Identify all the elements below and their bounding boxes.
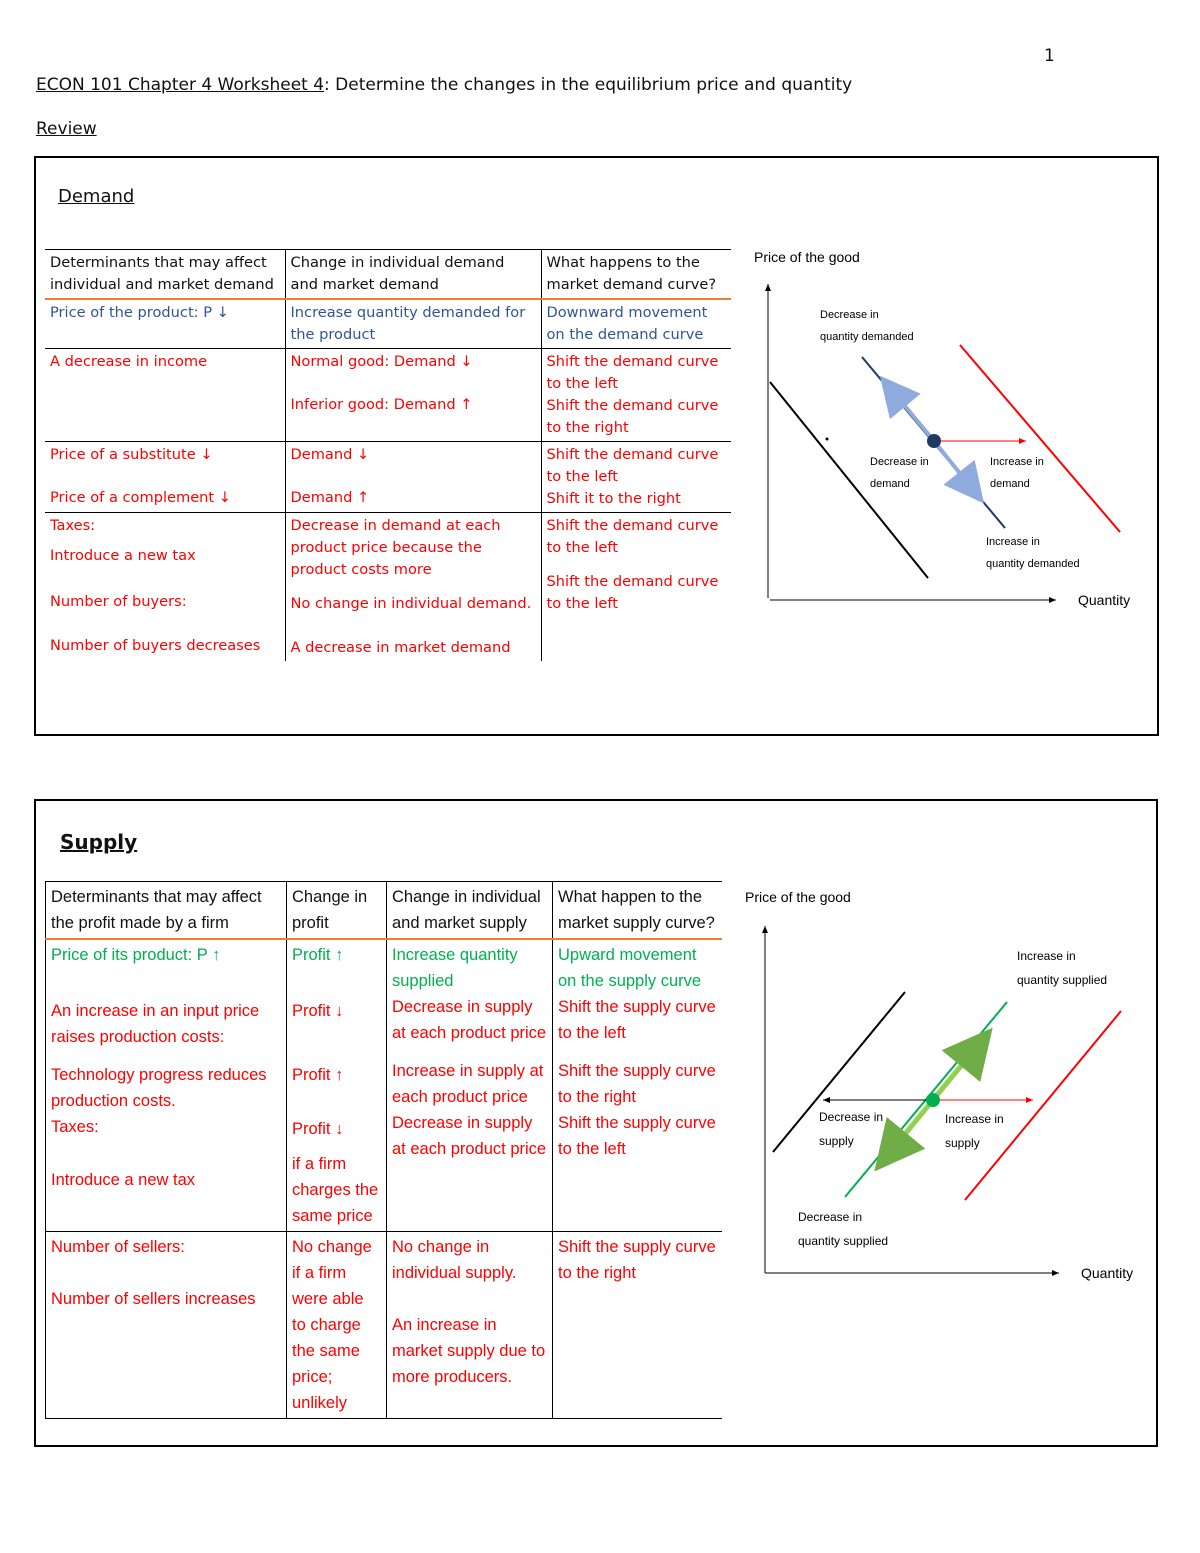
cell-line: An increase in market supply due to more producers. <box>392 1316 546 1386</box>
cell-line: Taxes: <box>51 1118 99 1136</box>
cell-line: Shift the supply curve to the right <box>558 1062 716 1106</box>
graph-label: quantity demanded <box>820 331 914 343</box>
cell-line: if a firm charges the same price <box>292 1155 379 1225</box>
demand-graph <box>740 240 1150 620</box>
graph-label: quantity supplied <box>1017 973 1108 987</box>
cell-line: Introduce a new tax <box>51 1171 196 1189</box>
y-axis-label: Price of the good <box>745 889 851 905</box>
table-row <box>46 939 722 1232</box>
supply-table <box>45 881 722 1419</box>
cell-line: Price of a complement ↓ <box>50 489 232 506</box>
increase-qd-arrow <box>934 441 974 491</box>
cell-line: Shift the demand curve to the right <box>546 397 719 436</box>
cell-line: Price of its product: P ↑ <box>51 946 221 964</box>
cell-line: Profit ↓ <box>292 1120 344 1138</box>
cell-line: Demand ↓ <box>290 446 370 463</box>
cell-line: Shift the demand curve to the left <box>546 517 719 556</box>
cell-line: Introduce a new tax <box>50 547 196 564</box>
cell-line: Technology progress reduces production costs. <box>51 1066 267 1110</box>
table-row <box>45 513 731 662</box>
graph-label: Decrease in <box>870 456 929 468</box>
supply-curve-left <box>773 992 905 1152</box>
table-cell <box>45 349 285 442</box>
table-cell <box>541 349 731 442</box>
header-cell: Change in individual and market supply <box>387 882 553 940</box>
header-cell: What happen to the market supply curve? <box>553 882 722 940</box>
graph-label: Increase in <box>990 456 1044 468</box>
worksheet-subtitle: : Determine the changes in the equilibrium price and quantity <box>324 75 853 95</box>
cell-line: Increase in supply at each product price <box>392 1062 544 1106</box>
table-cell <box>387 939 553 1232</box>
table-cell <box>285 442 541 513</box>
cell-line: Increase quantity supplied <box>392 946 518 990</box>
cell-line: Shift the supply curve to the left <box>558 998 716 1042</box>
equilibrium-point <box>926 1093 940 1107</box>
increase-qs-arrow <box>933 1043 980 1100</box>
graph-label: Decrease in <box>819 1110 884 1124</box>
table-cell: No change if a firm were able to charge the same price; unlikely <box>287 1232 387 1419</box>
table-header-row <box>45 250 731 300</box>
graph-label: demand <box>990 478 1030 490</box>
cell-line: Price of a substitute ↓ <box>50 446 213 463</box>
cell-line: Number of buyers decreases <box>50 637 261 654</box>
cell-line: Decrease in supply at each product price <box>392 998 547 1042</box>
supply-graph <box>735 880 1145 1290</box>
graph-label: Decrease in <box>820 309 879 321</box>
table-cell <box>387 1232 553 1419</box>
cell-line: Profit ↑ <box>292 946 344 964</box>
graph-label: Increase in <box>1017 949 1076 963</box>
table-row <box>45 349 731 442</box>
table-cell <box>45 513 285 662</box>
spacer <box>50 466 280 487</box>
table-row <box>45 299 731 349</box>
x-axis-label: Quantity <box>1078 592 1131 608</box>
header-cell: Determinants that may affect the profit made by a firm <box>46 882 287 940</box>
cell-line: Number of sellers increases <box>51 1290 256 1308</box>
table-cell <box>541 442 731 513</box>
table-cell: Increase quantity demanded for the product <box>285 299 541 349</box>
cell-line: Shift it to the right <box>546 490 681 507</box>
worksheet-title: ECON 101 Chapter 4 Worksheet 4 <box>36 75 325 95</box>
cell-line: A decrease in income <box>50 353 208 370</box>
graph-label: supply <box>819 1134 854 1148</box>
page-title <box>36 75 852 95</box>
cell-line: Taxes: <box>50 517 96 534</box>
demand-table <box>45 249 731 661</box>
graph-label: quantity supplied <box>798 1234 889 1248</box>
spacer <box>291 373 536 394</box>
table-cell: Downward movement on the demand curve <box>541 299 731 349</box>
cell-line: Inferior good: Demand ↑ <box>290 396 473 413</box>
cell-line: Shift the demand curve to the left <box>546 353 719 392</box>
supply-curve-right <box>965 1011 1121 1200</box>
table-row <box>45 442 731 513</box>
decrease-demand-marker <box>826 438 829 441</box>
cell-line: Shift the demand curve to the left <box>546 573 719 612</box>
graph-label: Decrease in <box>798 1210 863 1224</box>
spacer <box>291 466 536 487</box>
supply-title: Supply <box>60 830 138 854</box>
table-cell <box>285 349 541 442</box>
decrease-qs-arrow <box>887 1100 933 1156</box>
header-cell: Change in individual demand and market demand <box>285 250 541 300</box>
graph-label: Increase in <box>986 536 1040 548</box>
cell-line: No change in individual supply. <box>392 1238 517 1282</box>
decrease-qd-arrow <box>890 388 934 441</box>
cell-line: An increase in an input price raises production costs: <box>51 1002 260 1046</box>
table-cell <box>553 939 722 1232</box>
cell-line: Number of buyers: <box>50 593 187 610</box>
graph-label: demand <box>870 478 910 490</box>
y-axis-label: Price of the good <box>754 249 860 265</box>
table-cell <box>541 513 731 662</box>
table-header-row <box>46 882 722 940</box>
cell-line: Demand ↑ <box>290 489 370 506</box>
cell-line: No change in individual demand. <box>290 595 532 612</box>
review-heading: Review <box>36 119 97 139</box>
cell-line: Profit ↑ <box>292 1066 344 1084</box>
graph-label: Increase in <box>945 1112 1004 1126</box>
header-cell: Determinants that may affect individual and market demand <box>45 250 285 300</box>
graph-label: supply <box>945 1136 980 1150</box>
table-cell <box>46 1232 287 1419</box>
table-row <box>46 1232 722 1419</box>
equilibrium-point <box>927 434 941 448</box>
table-cell <box>46 939 287 1232</box>
table-cell <box>287 939 387 1232</box>
cell-line: Number of sellers: <box>51 1238 185 1256</box>
cell-line: Profit ↓ <box>292 1002 344 1020</box>
cell-line: Upward movement on the supply curve <box>558 946 702 990</box>
cell-line: Normal good: Demand ↓ <box>290 353 473 370</box>
cell-line: Decrease in supply at each product price <box>392 1114 547 1158</box>
table-cell: Price of the product: P ↓ <box>45 299 285 349</box>
cell-line: Shift the demand curve to the left <box>546 446 719 485</box>
header-cell: What happens to the market demand curve? <box>541 250 731 300</box>
demand-title: Demand <box>58 186 135 207</box>
graph-label: quantity demanded <box>986 558 1080 570</box>
header-cell: Change in profit <box>287 882 387 940</box>
table-cell: Shift the supply curve to the right <box>553 1232 722 1419</box>
table-cell <box>285 513 541 662</box>
cell-line: Decrease in demand at each product price because the product costs more <box>290 517 501 578</box>
cell-line: Shift the supply curve to the left <box>558 1114 716 1158</box>
cell-line: A decrease in market demand <box>290 639 511 656</box>
table-cell <box>45 442 285 513</box>
page-number: 1 <box>1044 46 1055 66</box>
x-axis-label: Quantity <box>1081 1265 1134 1281</box>
